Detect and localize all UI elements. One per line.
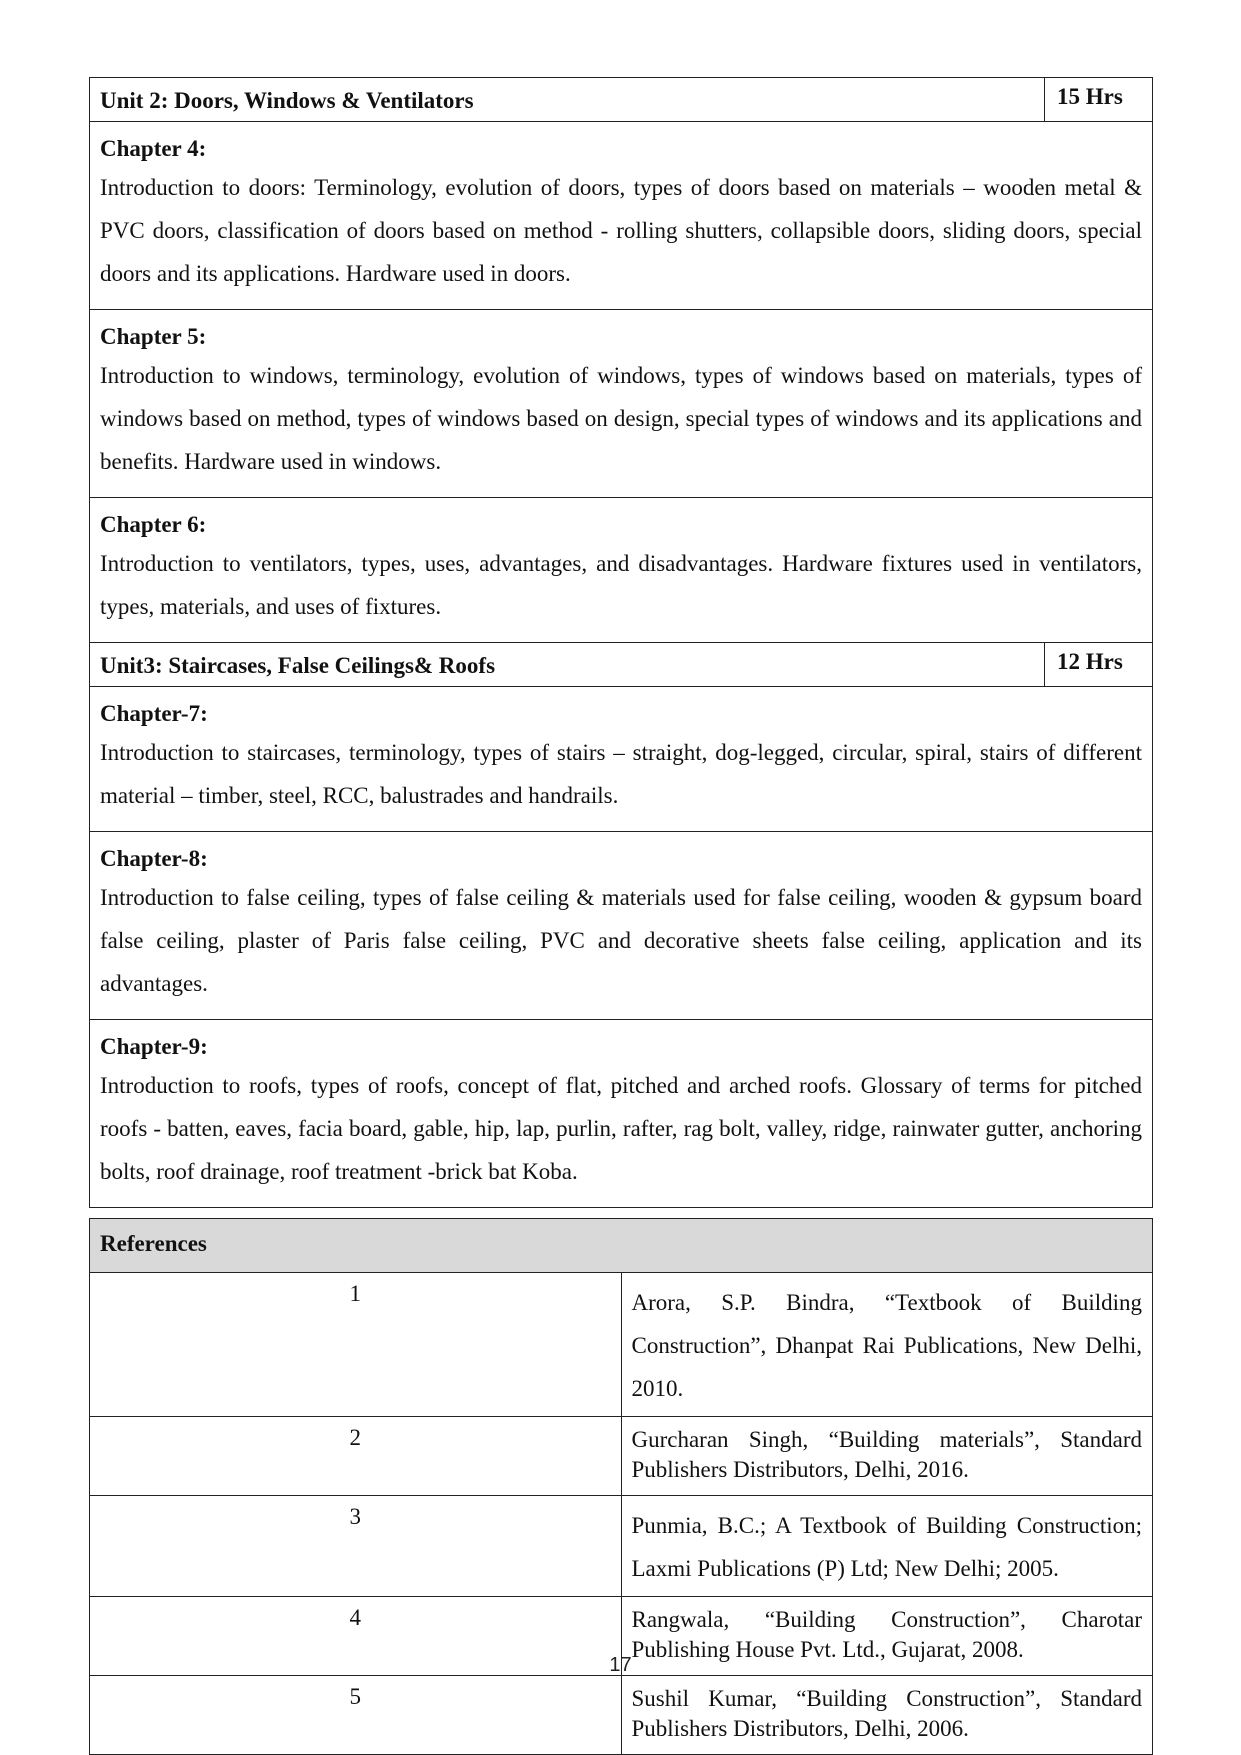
reference-row [90,1417,1153,1496]
chapter-row [90,498,1153,643]
chapter-cell [90,687,1153,832]
syllabus-table [89,77,1153,1208]
unit-header-row [90,643,1153,687]
unit-title: Unit3: Staircases, False Ceilings& Roofs [90,643,1045,687]
reference-text: Gurcharan Singh, “Building materials”, Standard Publishers Distributors, Delhi, 2016. [621,1417,1153,1496]
reference-number: 5 [90,1676,622,1755]
chapter-title: Chapter 5: [100,324,207,349]
chapter-text: Introduction to staircases, terminology, types of stairs – straight, dog-legged, circular, spiral, stairs of different material – timber, steel, RCC, balustrades and handrails. [100,740,1142,808]
chapter-row [90,122,1153,310]
chapter-text: Introduction to false ceiling, types of false ceiling & materials used for false ceiling, wooden & gypsum board false ceiling, plaster of Paris false ceiling, PVC and decorative sheets false ceiling, application and its advantages. [100,885,1142,996]
chapter-title: Chapter 4: [100,136,207,161]
chapter-title: Chapter-8: [100,846,208,871]
references-header-row [90,1219,1153,1273]
unit-header-row [90,78,1153,122]
chapter-cell [90,832,1153,1020]
chapter-title: Chapter-9: [100,1034,208,1059]
chapter-title: Chapter 6: [100,512,207,537]
unit-hours: 12 Hrs [1045,643,1153,687]
reference-text: Sushil Kumar, “Building Construction”, Standard Publishers Distributors, Delhi, 2006. [621,1676,1153,1755]
reference-text: Rangwala, “Building Construction”, Charotar Publishing House Pvt. Ltd., Gujarat, 2008. [621,1597,1153,1676]
chapter-row [90,1020,1153,1208]
chapter-row [90,832,1153,1020]
reference-number: 1 [90,1273,622,1417]
reference-text: Arora, S.P. Bindra, “Textbook of Building Construction”, Dhanpat Rai Publications, New Delhi, 2010. [621,1273,1153,1417]
reference-row [90,1676,1153,1755]
chapter-cell [90,122,1153,310]
unit-hours: 15 Hrs [1045,78,1153,122]
page-number: 17 [609,1654,632,1676]
reference-number: 2 [90,1417,622,1496]
reference-number: 3 [90,1496,622,1597]
chapter-text: Introduction to windows, terminology, evolution of windows, types of windows based on materials, types of windows based on method, types of windows based on design, special types of windows and its applications and benefits. Hardware used in windows. [100,363,1142,474]
reference-row [90,1273,1153,1417]
unit-title: Unit 2: Doors, Windows & Ventilators [90,78,1045,122]
reference-row [90,1496,1153,1597]
references-heading: References [90,1219,1153,1273]
chapter-cell [90,1020,1153,1208]
chapter-row [90,310,1153,498]
chapter-title: Chapter-7: [100,701,208,726]
chapter-row [90,687,1153,832]
chapter-text: Introduction to ventilators, types, uses, advantages, and disadvantages. Hardware fixtures used in ventilators, types, materials, and uses of fixtures. [100,551,1142,619]
reference-text: Punmia, B.C.; A Textbook of Building Construction; Laxmi Publications (P) Ltd; New Delhi; 2005. [621,1496,1153,1597]
chapter-text: Introduction to roofs, types of roofs, concept of flat, pitched and arched roofs. Glossary of terms for pitched roofs - batten, eaves, facia board, gable, hip, lap, purlin, rafter, rag bolt, valley, ridge, rainwater gutter, anchoring bolts, roof drainage, roof treatment -brick bat Koba. [100,1073,1142,1184]
reference-number: 4 [90,1597,622,1676]
chapter-text: Introduction to doors: Terminology, evolution of doors, types of doors based on materials – wooden metal & PVC doors, classification of doors based on method - rolling shutters, collapsible doors, sliding doors, special doors and its applications. Hardware used in doors. [100,175,1142,286]
chapter-cell [90,498,1153,643]
chapter-cell [90,310,1153,498]
